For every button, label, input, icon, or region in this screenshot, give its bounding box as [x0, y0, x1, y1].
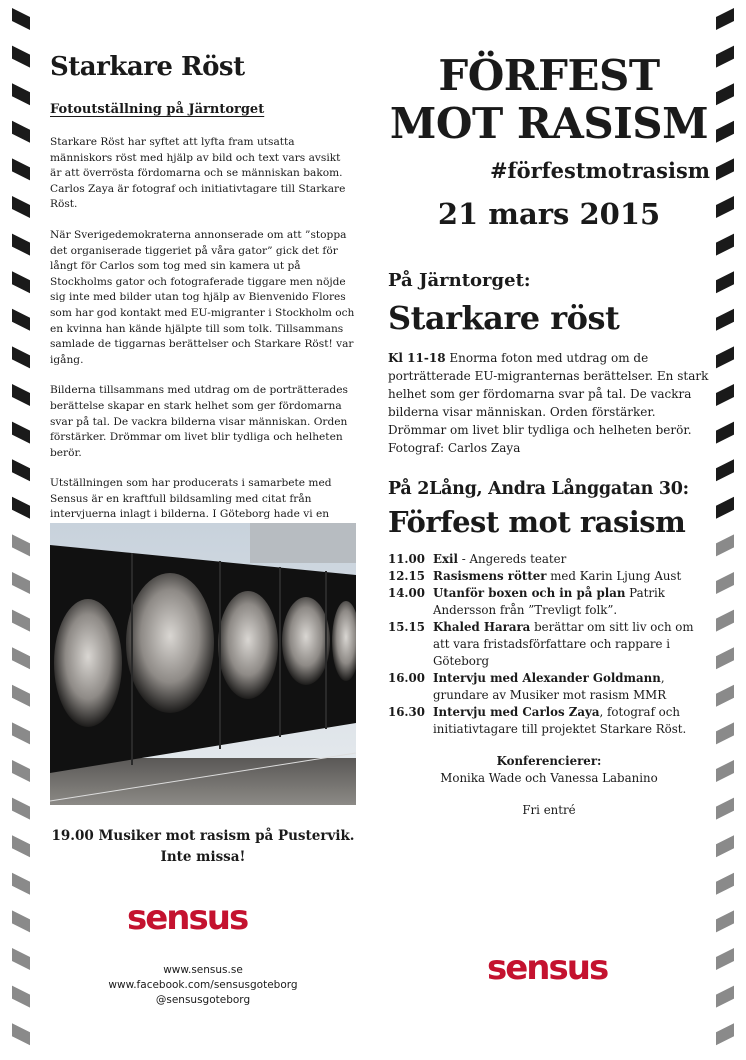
free-entry: Fri entré	[522, 803, 576, 817]
facebook-page-link[interactable]: www.facebook.com/sensusgoteborg	[108, 979, 298, 991]
contact-list	[50, 963, 356, 1008]
event-title	[388, 52, 710, 148]
schedule-time: 12.15	[388, 569, 425, 583]
exhibition-subtitle: Fotoutställning på Järntorget	[50, 102, 265, 117]
sensus-logo: sensus	[127, 898, 248, 938]
schedule-title: Intervju med Carlos Zaya	[433, 705, 600, 719]
exhibition-photo	[50, 523, 356, 805]
schedule-title: Exil	[433, 552, 458, 566]
schedule-row	[388, 670, 710, 704]
schedule-time: 16.30	[388, 705, 425, 719]
paragraph: Bilderna tillsammans med utdrag om de porträtterades berättelse skapar en stark helhet som ger fördomarna svar på tal. De vackra bilderna visar människan. Orden förstärker. Drömmar om livet blir tydliga och helheten berör.	[50, 384, 348, 459]
schedule-row	[388, 704, 710, 738]
sensus-logo: sensus	[487, 948, 608, 988]
schedule-detail: - Angereds teater	[458, 552, 567, 566]
left-border-decoration	[10, 0, 32, 1056]
exhibition-hours: Kl 11-18	[388, 351, 446, 365]
exhibition-text: Enorma foton med utdrag om de porträtterade EU-migranternas berättelser. En stark helhet som ger fördomarna svar på tal. De vackra bilderna visar människan. Orden förstärker. Drömmar om livet blir tydliga och helheten berör. Fotograf: Carlos Zaya	[388, 351, 709, 455]
schedule-row	[388, 551, 710, 568]
section-heading-starkare-rost: Starkare röst	[388, 299, 620, 337]
schedule-time: 14.00	[388, 586, 425, 600]
right-column	[388, 52, 710, 817]
schedule-detail: med Karin Ljung Aust	[546, 569, 682, 583]
schedule-row	[388, 568, 710, 585]
hosts-names: Monika Wade och Vanessa Labanino	[440, 771, 658, 785]
section-heading-forfest: Förfest mot rasism	[388, 505, 686, 539]
hosts-section	[388, 753, 710, 787]
schedule-title: Utanför boxen och in på plan	[433, 586, 626, 600]
schedule-detail: , fotograf och initiativtagare till projektet Starkare Röst.	[433, 705, 687, 736]
schedule-detail: , grundare av Musiker mot rasism MMR	[433, 671, 667, 702]
right-border-decoration	[714, 0, 736, 1056]
event-title-line1: FÖRFEST	[438, 51, 660, 100]
schedule-row	[388, 619, 710, 670]
schedule-time: 11.00	[388, 552, 425, 566]
portrait-wall-illustration	[50, 523, 356, 805]
pustervik-announcement: 19.00 Musiker mot rasism på Pustervik. Inte missa!	[51, 828, 355, 865]
event-title-line2: MOT RASISM	[389, 99, 709, 148]
paragraph: När Sverigedemokraterna annonserade om att ”stoppa det organiserade tiggeriet på våra gator” gick det för långt för Carlos som tog med sin kamera ut på Stockholms gator och fotograferade tiggare men nöjde sig inte med bilder utan tog hjälp av Bienvenido Flores som har god kontakt med EU-migranter i Stockholm och en kvinna han kände hjälpte till som tolk. Tillsammans samlade de tiggarnas berättelser och Starkare Röst! var igång.	[50, 228, 355, 366]
exhibition-description	[388, 349, 710, 457]
left-column	[50, 52, 355, 560]
schedule-title: Intervju med Alexander Goldmann	[433, 671, 661, 685]
hashtag: #förfestmotrasism	[489, 158, 710, 183]
website-link[interactable]: www.sensus.se	[163, 964, 243, 976]
event-date: 21 mars 2015	[437, 197, 661, 231]
paragraph: Starkare Röst har syftet att lyfta fram utsatta människors röst med hjälp av bild och text vars avsikt är att överrösta fördomarna och se människan bakom. Carlos Zaya är fotograf och initiativtagare till Starkare Röst.	[50, 136, 346, 211]
schedule-time: 15.15	[388, 620, 425, 634]
hosts-heading: Konferencierer:	[496, 754, 602, 768]
schedule-row	[388, 585, 710, 619]
schedule-list	[388, 551, 710, 738]
schedule-time: 16.00	[388, 671, 425, 685]
location-jarntorget: På Järntorget:	[388, 270, 531, 291]
schedule-detail: Patrik Andersson från ”Trevligt folk”.	[433, 586, 665, 617]
schedule-title: Rasismens rötter	[433, 569, 547, 583]
schedule-detail: berättar om sitt liv och om att vara fristadsförfattare och rappare i Göteborg	[433, 620, 694, 668]
schedule-title: Khaled Harara	[433, 620, 531, 634]
exhibition-title: Starkare Röst	[50, 52, 245, 82]
social-handle[interactable]: @sensusgoteborg	[155, 994, 251, 1006]
location-2lang: På 2Lång, Andra Långgatan 30:	[388, 479, 689, 499]
paragraph: Utställningen som har producerats i samarbete med Sensus är en kraftfull bildsamling med citat från intervjuerna inlagt i bilderna. I Göteborg hade vi en	[50, 477, 332, 521]
